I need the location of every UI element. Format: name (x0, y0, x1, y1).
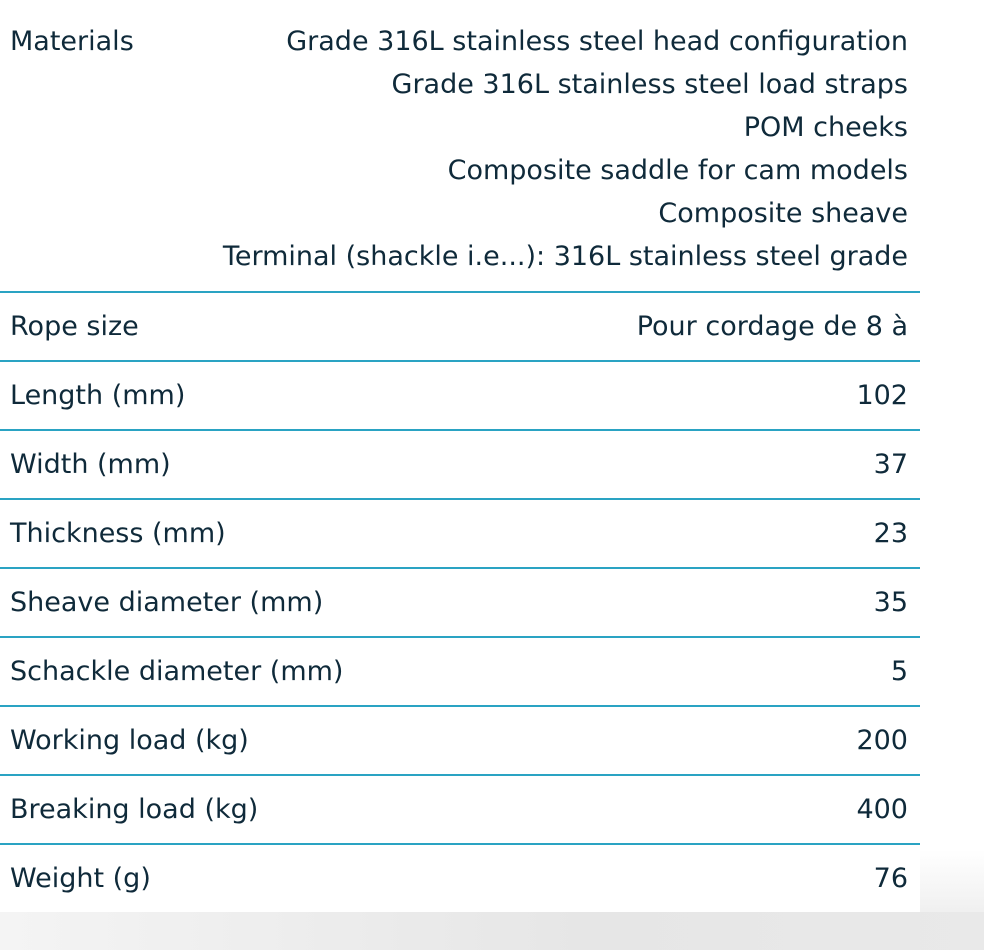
spec-row-length (0, 362, 920, 431)
spec-label: Rope size (10, 311, 139, 342)
spec-label: Schackle diameter (mm) (10, 656, 344, 687)
material-item: Grade 316L stainless steel load straps (391, 69, 908, 100)
material-item: Grade 316L stainless steel head configuration (286, 26, 908, 57)
material-item: Composite saddle for cam models (447, 155, 908, 186)
spec-value: Pour cordage de 8 à (636, 311, 908, 342)
spec-row-width (0, 431, 920, 500)
spec-row-thickness (0, 500, 920, 569)
spec-label: Breaking load (kg) (10, 794, 259, 825)
spec-label: Weight (g) (10, 863, 151, 894)
material-item: Composite sheave (658, 198, 908, 229)
spec-value: 400 (856, 794, 908, 825)
material-item: Terminal (shackle i.e...): 316L stainless steel grade (222, 241, 908, 272)
spec-row-sheave-diameter (0, 569, 920, 638)
spec-value: 23 (873, 518, 908, 549)
spec-label: Working load (kg) (10, 725, 249, 756)
materials-row (0, 0, 920, 293)
spec-label: Sheave diameter (mm) (10, 587, 324, 618)
spec-row-shackle-diameter (0, 638, 920, 707)
spec-value: 5 (890, 656, 908, 687)
spec-value: 102 (856, 380, 908, 411)
spec-value: 200 (856, 725, 908, 756)
spec-row-working-load (0, 707, 920, 776)
spec-row-weight (0, 845, 920, 914)
spec-row-rope-size (0, 293, 920, 362)
materials-label: Materials (10, 26, 134, 57)
spec-label: Length (mm) (10, 380, 186, 411)
spec-label: Width (mm) (10, 449, 171, 480)
material-item: POM cheeks (743, 112, 908, 143)
page-edge-shadow (920, 850, 984, 912)
spec-value: 76 (873, 863, 908, 894)
page-footer-band (0, 912, 984, 950)
spec-value: 35 (873, 587, 908, 618)
spec-value: 37 (873, 449, 908, 480)
spec-label: Thickness (mm) (10, 518, 226, 549)
materials-list (223, 20, 908, 278)
spec-row-breaking-load (0, 776, 920, 845)
